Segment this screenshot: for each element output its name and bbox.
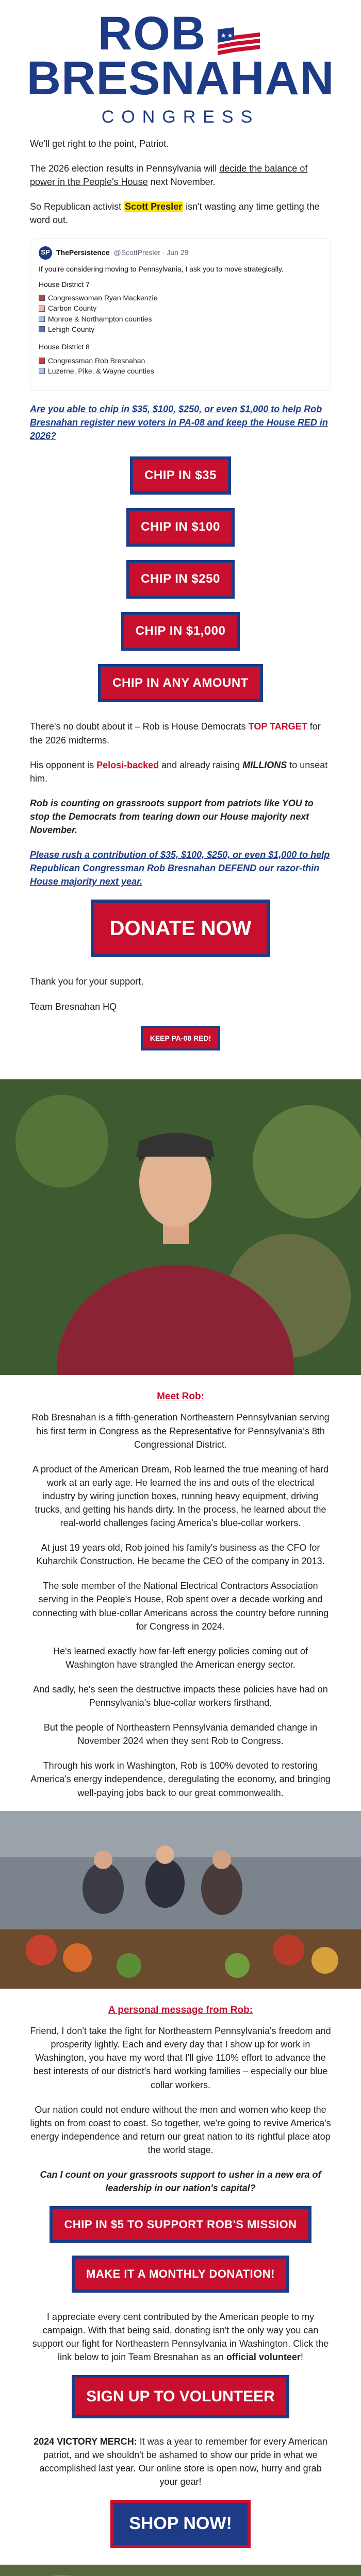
middle-p2: [30, 758, 331, 785]
keep-pa08-red-button[interactable]: KEEP PA-08 RED!: [141, 1026, 221, 1050]
outdoor-illustration: [0, 2565, 361, 2576]
intro-p1: We'll get right to the point, Patriot.: [30, 139, 169, 149]
legend-swatch: [39, 306, 45, 312]
personal-p5-b: It was a year to remember for every American patriot, and we shouldn't be ashamed to show our pride in what we accomplished last year. Our online store is open now, hurry and grab your gear!: [39, 2436, 327, 2487]
meet-p3: At just 19 years old, Rob joined his family's business as the CFO for Kuharchik Construction. He became the CEO of the company in 2013.: [36, 1543, 325, 1567]
market-illustration: [0, 1811, 361, 1989]
ask-cta[interactable]: Are you able to chip in $35, $100, $250, or even $1,000 to help Rob Bresnahan register new voters in PA-08 and keep the House RED in 2026?: [30, 404, 328, 442]
legend-label: Luzerne, Pike, & Wayne counties: [48, 366, 154, 375]
thanks: Thank you for your support,: [30, 976, 144, 987]
intro-p3: [30, 200, 331, 227]
intro-p3-a: So Republican activist: [30, 201, 124, 212]
chip-in-buttons: [30, 456, 331, 703]
legend-row: [39, 293, 322, 303]
intro-p2-underline: decide the balance of power in the People's House: [30, 163, 308, 188]
tweet-district-7: [39, 279, 322, 334]
svg-text:★★: ★★: [221, 31, 234, 39]
legend-swatch: [39, 316, 45, 322]
middle-p2-b: and already raising: [159, 759, 243, 770]
rob-portrait-photo: [0, 1079, 361, 1375]
personal-section: [0, 2003, 361, 2548]
meet-section: [0, 1389, 361, 1800]
intro-section: [0, 137, 361, 1050]
personal-p4-c: !: [300, 2352, 303, 2363]
avatar: SP: [39, 246, 52, 260]
middle-p1: [30, 720, 331, 747]
middle-p2-bi: MILLIONS: [242, 759, 287, 770]
legend-swatch: [39, 326, 45, 332]
district-8-title: House District 8: [39, 343, 90, 351]
middle-p3: Rob is counting on grassroots support from patriots like YOU to stop the Democrats from tearing down our House majority next November.: [30, 798, 314, 836]
volunteer-button[interactable]: SIGN UP TO VOLUNTEER: [72, 2375, 289, 2418]
intro-p3-highlight: Scott Presler: [125, 201, 183, 212]
meet-p1: Rob Bresnahan is a fifth-generation Northeastern Pennsylvanian serving his first term in Congress as the Representative for Pennsylvania's 8th Congressional District.: [31, 1412, 330, 1450]
header-logo: [0, 0, 361, 137]
middle-p1-red: TOP TARGET: [248, 721, 307, 732]
tweet-header: [39, 246, 322, 260]
legend-label: Carbon County: [48, 304, 97, 313]
intro-p3-b: isn't wasting any time getting the word out.: [30, 201, 320, 226]
meet-p5: He's learned exactly how far-left energy policies coming out of Washington have strangled the American energy sector.: [53, 1646, 308, 1670]
intro-p2: [30, 162, 331, 189]
legend-row: [39, 355, 322, 366]
meet-rob-heading: Meet Rob:: [157, 1391, 204, 1402]
donate-now-wrap: [30, 900, 331, 957]
legend-label: Congressman Rob Bresnahan: [48, 356, 145, 365]
middle-p2-red: Pelosi-backed: [96, 759, 159, 770]
monthly-wrap: [30, 2256, 331, 2293]
personal-message-heading: A personal message from Rob:: [108, 2004, 253, 2015]
tweet-author: ThePersistence: [56, 248, 110, 257]
chip-in-any-button[interactable]: CHIP IN ANY AMOUNT: [98, 664, 263, 703]
legend-label: Congresswoman Ryan Mackenzie: [48, 294, 158, 302]
tweet-district-8: [39, 342, 322, 376]
donate-now-button[interactable]: DONATE NOW: [91, 900, 271, 957]
personal-p3: Can I count on your grassroots support to usher in a new era of leadership in our nation's capital?: [40, 2170, 321, 2194]
middle-p1-b: for the 2026 midterms.: [30, 721, 321, 745]
personal-p1: Friend, I don't take the fight for Northeastern Pennsylvania's freedom and prosperity lightly. Each and every day that I show up for work in Washington, you have my word that I'll give 110% effort to advance the best interests of our district's hard working families – especially our blue collar workers.: [30, 2026, 331, 2090]
legend-swatch: [39, 358, 45, 364]
district-7-title: House District 7: [39, 280, 90, 289]
personal-p4: [30, 2310, 331, 2364]
middle-p4[interactable]: Please rush a contribution of $35, $100, $250, or even $1,000 to help Republican Congressman Rob Bresnahan DEFEND our razor-thin House majority next year.: [30, 850, 330, 887]
logo-first-row: [97, 7, 263, 60]
logo-first-name: ROB: [97, 7, 207, 60]
legend-label: Monroe & Northampton counties: [48, 314, 152, 323]
meet-p6: And sadly, he's seen the destructive impacts these policies have had on Pennsylvania's blue-collar workers firsthand.: [33, 1684, 328, 1708]
chip-in-250-button[interactable]: CHIP IN $250: [126, 560, 235, 599]
tweet-handle: @ScottPresler · Jun 29: [113, 248, 189, 257]
market-photo: [0, 1811, 361, 1989]
legend-row: [39, 303, 322, 313]
signature: Team Bresnahan HQ: [30, 1001, 117, 1012]
monthly-donation-button[interactable]: MAKE IT A MONTHLY DONATION!: [72, 2256, 289, 2293]
shop-wrap: [30, 2500, 331, 2548]
meet-p8: Through his work in Washington, Rob is 100% devoted to restoring America's energy independence, deregulating the economy, and bringing well-paying jobs back to our great commonwealth.: [30, 1760, 331, 1798]
middle-p2-c: to unseat him.: [30, 759, 328, 784]
embedded-tweet[interactable]: [30, 239, 331, 392]
shop-now-button[interactable]: SHOP NOW!: [110, 2500, 251, 2548]
meet-p4: The sole member of the National Electrical Contractors Association serving in the People's House, Rob spent over a decade working and connecting with blue-collar Americans across the country before running for Congress in 2024.: [32, 1581, 329, 1632]
personal-p4-a: I appreciate every cent contributed by the American people to my campaign. With that being said, donating isn't the only way you can support our fight for Northeastern Pennsylvania in Washington. Click the link below to join Team Bresnahan as an: [32, 2311, 329, 2363]
middle-p2-a: His opponent is: [30, 759, 97, 770]
chip-in-35-button[interactable]: CHIP IN $35: [130, 456, 231, 495]
meet-p7: But the people of Northeastern Pennsylvania demanded change in November 2024 when they sent Rob to Congress.: [43, 1722, 318, 1747]
logo-last-name: BRESNAHAN: [26, 52, 335, 105]
intro-p2-a: The 2026 election results in Pennsylvania will: [30, 163, 220, 174]
legend-row: [39, 314, 322, 324]
keep-red-wrap: [30, 1026, 331, 1050]
portrait-illustration: [0, 1079, 361, 1375]
volunteer-wrap: [30, 2375, 331, 2418]
chip-in-100-button[interactable]: CHIP IN $100: [126, 508, 235, 547]
flag-icon: [214, 19, 263, 49]
logo-congress: CONGRESS: [101, 107, 260, 127]
chip-5-wrap: [30, 2206, 331, 2243]
chip-in-1000-button[interactable]: CHIP IN $1,000: [121, 612, 240, 651]
legend-label: Lehigh County: [48, 325, 95, 334]
personal-p5-a: 2024 VICTORY MERCH:: [34, 2436, 137, 2447]
personal-p2: Our nation could not endure without the men and women who keep the lights on from coast to coast. So together, we're going to revive America's energy independence and return our great nation to its rightful place atop the world stage.: [30, 2104, 331, 2155]
meet-p2: A product of the American Dream, Rob learned the true meaning of hard work at an early age. He learned the ins and outs of the electrical industry by wiring junction boxes, running heavy equipment, driving trucks, and getting his hands dirty. In the process, he learned about the real-world challenges facing America's blue-collar workers.: [32, 1464, 329, 1529]
rob-outdoor-photo: [0, 2565, 361, 2576]
intro-p2-b: next November.: [147, 177, 216, 188]
middle-p1-a: There's no doubt about it – Rob is House Democrats: [30, 721, 249, 732]
legend-row: [39, 324, 322, 334]
legend-swatch: [39, 368, 45, 374]
chip-in-5-button[interactable]: CHIP IN $5 TO SUPPORT ROB'S MISSION: [50, 2206, 311, 2243]
legend-row: [39, 366, 322, 376]
tweet-text: If you're considering moving to Pennsylvania, I ask you to move strategically.: [39, 264, 284, 273]
personal-p5: [30, 2435, 331, 2488]
legend-swatch: [39, 295, 45, 301]
personal-p4-b: official volunteer: [226, 2352, 301, 2363]
